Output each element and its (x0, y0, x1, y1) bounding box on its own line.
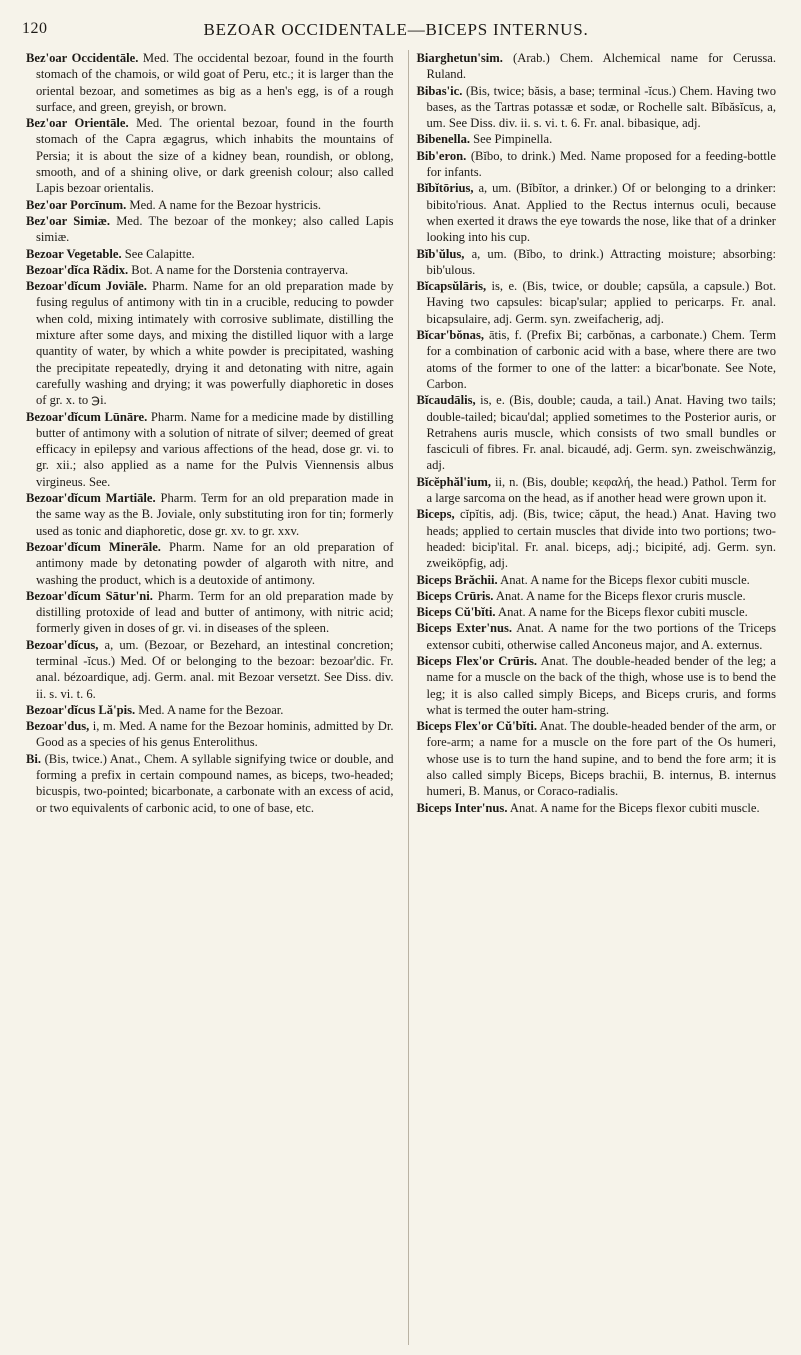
entry-headword: Bezoar'dus, (26, 719, 90, 734)
entry-headword: Biceps Exter'nus. (416, 621, 512, 636)
entry-definition: See Pimpinella. (470, 132, 553, 147)
dictionary-entry (26, 213, 394, 246)
entry-headword: Bezoar'dĭcum Joviāle. (26, 279, 147, 294)
entry-headword: Bezoar'dĭcum Minerāle. (26, 539, 161, 554)
page-number: 120 (22, 20, 48, 37)
entry-headword: Biceps Flex'or Cŭ'bĭti. (416, 719, 537, 734)
entry-definition: (Bis, twice.) Anat., Chem. A syllable signifying twice or double, and forming a prefix in certain compound names, as biceps, two-headed; bicuspis, two-pointed; bicarbonate, a carbonate with an excess of acid, or two equivalents of carbonic acid, to one of base, etc. (36, 751, 394, 815)
dictionary-entry (26, 637, 394, 702)
entry-definition: Anat. A name for the two portions of the Triceps extensor cubiti, otherwise called Anconeus major, and A. externus. (426, 621, 776, 652)
entry-headword: Bĭbĭtōrius, (416, 181, 474, 196)
dictionary-entry (26, 197, 394, 213)
entry-headword: Bĭcĕphăl'ium, (416, 474, 492, 489)
entry-definition: a, um. (Bezoar, or Bezehard, an intestinal concretion; terminal -ĭcus.) Med. Of or belonging to the bezoar: bezoar'dic. Fr. anal. bézoardique, adj. Germ. anal. mit Bezoar versetzt. See Diss. div. ii. s. vi. t. 6. (36, 637, 394, 701)
entry-definition: Anat. The double-headed bender of the arm, or fore-arm; a name for a muscle on the fore part of the Os humeri, whose use is to turn the hand supine, and to bend the fore arm; it is also called simply Biceps, Biceps brachii, B. internus, B. internus humeri, B. Manus, or Coraco-radialis. (426, 719, 776, 799)
entry-headword: Biarghetun'sim. (416, 51, 503, 65)
entry-headword: Bezoar'dĭca Rădix. (26, 262, 129, 277)
entry-headword: Bibas'ic. (416, 83, 463, 98)
dictionary-entry (417, 327, 777, 392)
text-columns (26, 50, 776, 1345)
dictionary-entry (26, 50, 394, 115)
dictionary-entry (417, 392, 777, 473)
entry-headword: Bi. (26, 751, 42, 766)
right-column (408, 50, 777, 1345)
dictionary-entry (26, 702, 394, 718)
dictionary-entry (26, 278, 394, 408)
dictionary-entry (417, 246, 777, 279)
entry-definition: Med. The bezoar of the monkey; also called Lapis simiæ. (36, 213, 394, 245)
entry-headword: Bĭb'ŭlus, (416, 246, 465, 261)
entry-headword: Bez'oar Occidentāle. (26, 51, 139, 65)
dictionary-entry (26, 262, 394, 278)
entry-headword: Bezoar'dĭcum Martiāle. (26, 491, 156, 506)
dictionary-entry (417, 718, 777, 799)
entry-definition: cĭpĭtis, adj. (Bis, twice; căput, the head.) Anat. Having two heads; applied to certain muscles that divide into two portions; two-headed: bicip'ital. Fr. anal. biceps, adj.; bicipité, adj. Germ. syn. zweiköpfig, adj. (426, 507, 776, 571)
entry-definition: Pharm. Name for a medicine made by distilling butter of antimony with a solution of nitrate of silver; deemed of great efficacy in epilepsy and various affections of the head, dose gr. vi. to gr. xii.; also applied as a name for the Pulvis Viennensis albus virgineus. See. (36, 409, 394, 489)
entry-headword: Biceps Crūris. (416, 588, 494, 603)
dictionary-entry (26, 539, 394, 588)
entry-definition: Med. The occidental bezoar, found in the fourth stomach of the chamois, or wild goat of Peru, etc.; it is larger than the oriental bezoar, and sometimes as big as a hen's egg, is of a rough surface, and green, greyish, or brown. (36, 51, 394, 114)
entry-headword: Biceps, (416, 507, 455, 522)
dictionary-entry (417, 50, 777, 83)
entry-definition: (Arab.) Chem. Alchemical name for Cerussa. Ruland. (426, 51, 776, 82)
entry-definition: ātis, f. (Prefix Bi; carbŏnas, a carbonate.) Chem. Term for a combination of carbonic acid with a base, where there are two atoms of the former to one of the latter: a bicar'bonate. See Note, Carbon. (426, 328, 776, 391)
entry-definition: Bot. A name for the Dorstenia contrayerva. (128, 262, 349, 277)
entry-headword: Bĭcaudālis, (416, 393, 476, 408)
page-header (22, 20, 770, 46)
entry-definition: Pharm. Term for an old preparation made by distilling protoxide of lead and butter of antimony, with nitric acid; formerly given in doses of gr. vi. in diseases of the spleen. (36, 588, 394, 636)
entry-headword: Biceps Cŭ'bĭti. (416, 605, 496, 620)
left-column (26, 50, 394, 1345)
entry-definition: a, um. (Bĭbĭtor, a drinker.) Of or belonging to a drinker: bibito'rious. Anat. Applied to the Rectus internus oculi, because when exerted it draws the eye towards the nose, like that of a drinker looking into his cup. (426, 181, 776, 245)
dictionary-entry (417, 148, 777, 181)
dictionary-entry (417, 604, 777, 620)
entry-headword: Biceps Brăchii. (416, 572, 498, 587)
entry-headword: Bezoar'dĭcum Sātur'ni. (26, 588, 153, 603)
entry-definition: ii, n. (Bis, double; κεφαλή, the head.) Pathol. Term for a large sarcoma on the head, as if another head were grown upon it. (426, 474, 776, 506)
entry-headword: Bezoar Vegetable. (26, 246, 122, 261)
entry-definition: Med. A name for the Bezoar hystricis. (126, 197, 322, 212)
entry-definition: is, e. (Bis, twice, or double; capsŭla, a capsule.) Bot. Having two capsules: bicap'sular; applied to pericarps. Fr. anal. bicapsulaire, adj. Germ. syn. zweifacherig, adj. (426, 279, 776, 326)
running-head: BEZOAR OCCIDENTALE—BICEPS INTERNUS. (203, 20, 589, 39)
dictionary-entry (417, 800, 777, 816)
entry-definition: (Bis, twice; băsis, a base; terminal -ĭcus.) Chem. Having two bases, as the Tartras potassæ et sodæ, or Rochelle salt. Bĭbăsĭcus, a, um. See Diss. div. ii. s. vi. t. 6. Fr. anal. bibasique, adj. (426, 83, 776, 131)
dictionary-entry (417, 506, 777, 571)
dictionary-entry (26, 718, 394, 751)
entry-definition: Med. A name for the Bezoar. (135, 702, 284, 717)
entry-definition: Pharm. Term for an old preparation made in the same way as the B. Joviale, only substituting iron for tin; formerly used as tonic and diaphoretic, dose gr. xv. to gr. xxv. (36, 491, 394, 538)
entry-headword: Biceps Inter'nus. (416, 800, 508, 815)
entry-headword: Bez'oar Porcīnum. (26, 197, 127, 212)
entry-definition: a, um. (Bĭbo, to drink.) Attracting moisture; absorbing: bib'ulous. (426, 246, 776, 277)
entry-definition: Pharm. Name for an old preparation of antimony made by detonating powder of algaroth with nitre, and washing the product, which is a deutoxide of antimony. (36, 539, 394, 587)
dictionary-entry (417, 278, 777, 327)
entry-headword: Bĭcar'bŏnas, (416, 328, 485, 343)
dictionary-entry (26, 490, 394, 539)
dictionary-entry (26, 751, 394, 816)
dictionary-entry (417, 572, 777, 588)
dictionary-entry (26, 246, 394, 262)
entry-definition: Anat. A name for the Biceps flexor cubiti muscle. (507, 800, 760, 815)
entry-definition: Anat. A name for the Biceps flexor cubiti muscle. (497, 572, 750, 587)
dictionary-entry (26, 409, 394, 490)
dictionary-entry (417, 620, 777, 653)
dictionary-entry (417, 131, 777, 147)
entry-headword: Bezoar'dĭcus Lă'pis. (26, 702, 136, 717)
entry-definition: See Calapitte. (121, 246, 195, 261)
entry-definition: Anat. A name for the Biceps flexor cubiti muscle. (495, 605, 748, 620)
entry-definition: Med. The oriental bezoar, found in the fourth stomach of the Capra ægagrus, which inhabits the mountains of Persia; it is about the size of a kidney bean, roundish, or oblong, smooth, and of a shining olive, or dark greenish colour; also called Lapis bezoar orientalis. (36, 116, 394, 196)
entry-definition: Anat. The double-headed bender of the leg; a name for a muscle on the back of the thigh, whose use is to bend the leg; it is also called simply Biceps, and Biceps cruris, and forms what is termed the outer ham-string. (426, 653, 776, 717)
entry-headword: Bez'oar Simiæ. (26, 213, 110, 228)
entry-headword: Bib'eron. (416, 148, 467, 163)
entry-headword: Bez'oar Orientāle. (26, 116, 129, 131)
entry-definition: is, e. (Bis, double; cauda, a tail.) Anat. Having two tails; double-tailed; bicau'dal; applied sometimes to the Posterior auris, or Retrahens auris muscle, which consists of two small bundles or fasciculi of fibres. Fr. anal. bicaudé, adj. Germ. syn. zweischwänzig, adj. (426, 393, 776, 473)
entry-definition: Anat. A name for the Biceps flexor cruris muscle. (493, 588, 746, 603)
dictionary-entry (26, 588, 394, 637)
entry-headword: Biceps Flex'or Crūris. (416, 653, 538, 668)
entry-headword: Bezoar'dĭcus, (26, 637, 99, 652)
dictionary-entry (417, 474, 777, 507)
dictionary-entry (417, 83, 777, 132)
entry-definition: i, m. Med. A name for the Bezoar hominis, admitted by Dr. Good as a species of his genus Enterolithus. (36, 719, 394, 750)
dictionary-entry (417, 653, 777, 718)
dictionary-entry (417, 588, 777, 604)
entry-definition: Pharm. Name for an old preparation made by fusing regulus of antimony with tin in a crucible, reducing to powder when cold, mixing intimately with corrosive sublimate, distilling the mixture after some days, and mixing the distilled liquor with a large quantity of water, by which a white powder is precipitated, washing the precipitate repeatedly, drying it and detonating with nitre, again carefully washing and drying; it was powerfully diaphoretic in doses of gr. x. to ℈i. (36, 279, 394, 408)
entry-headword: Bĭcapsŭlāris, (416, 279, 487, 294)
entry-headword: Bibenella. (416, 132, 471, 147)
dictionary-entry (26, 115, 394, 196)
dictionary-entry (417, 180, 777, 245)
entry-definition: (Bĭbo, to drink.) Med. Name proposed for a feeding-bottle for infants. (426, 148, 776, 180)
entry-headword: Bezoar'dĭcum Lūnāre. (26, 409, 148, 424)
